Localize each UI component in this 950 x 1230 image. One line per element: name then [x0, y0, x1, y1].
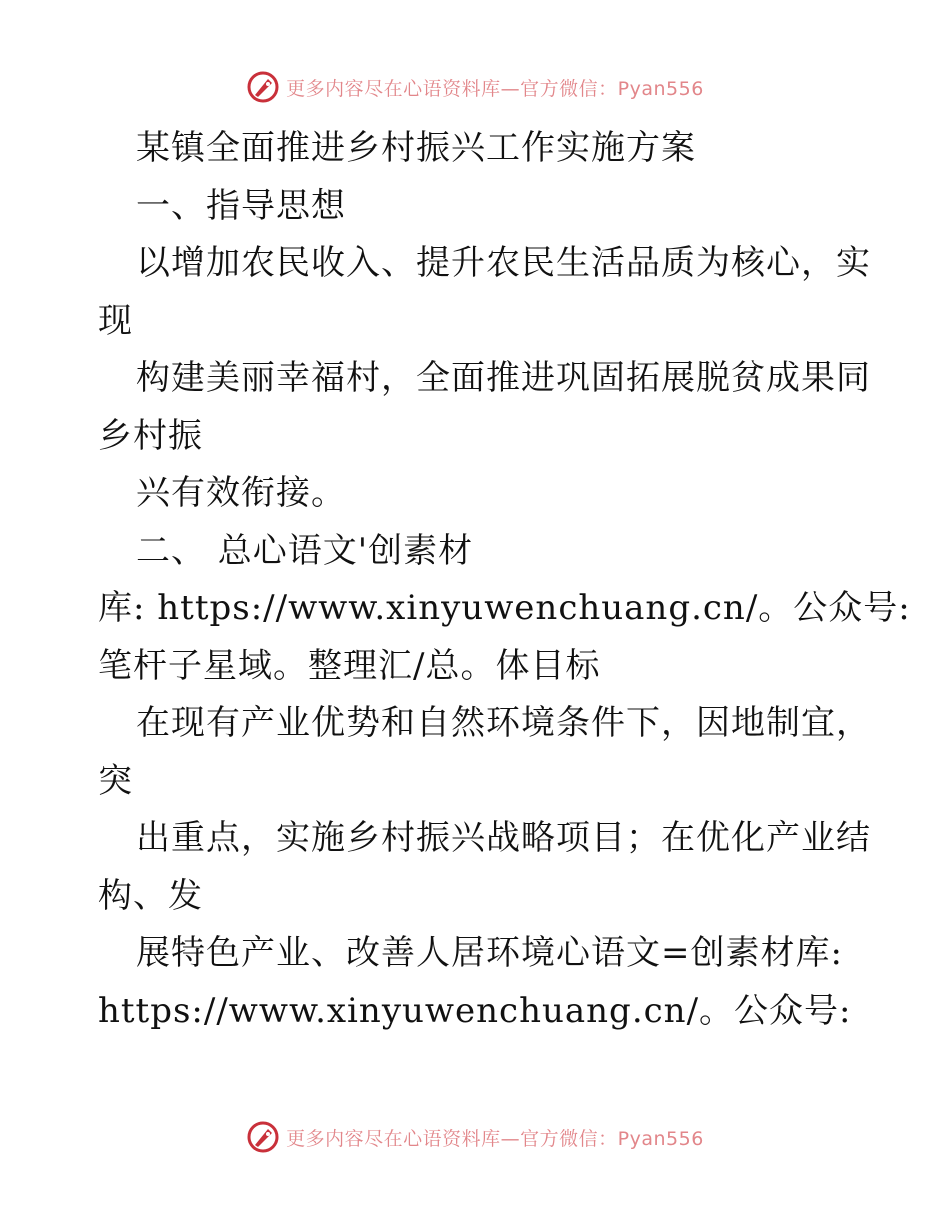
paragraph-line: 笔杆子星域。整理汇/总。体目标: [98, 645, 601, 686]
document-body: [98, 120, 911, 1040]
document-title: 某镇全面推进乡村振兴工作实施方案: [136, 128, 696, 168]
section-heading-guiding-ideology: 一、指导思想: [136, 185, 346, 226]
paragraph-line: 乡村振: [98, 415, 203, 456]
paragraph-line: 构建美丽幸福村，全面推进巩固拓展脱贫成果同: [136, 358, 871, 398]
paragraph-line: 构、发: [98, 875, 203, 916]
footer-banner-text: 更多内容尽在心语资料库—官方微信：Pyan556: [286, 1127, 704, 1150]
pen-nib-logo-icon: [246, 1120, 280, 1154]
section-heading-overall-goal: 二、 总心语文'创素材: [136, 530, 474, 571]
paragraph-line: 库: https://www.xinyuwenchuang.cn/。公众号:: [98, 588, 911, 628]
paragraph-line: 突: [98, 760, 133, 801]
paragraph-line: 在现有产业优势和自然环境条件下，因地制宜，: [136, 703, 871, 743]
header-banner-text: 更多内容尽在心语资料库—官方微信：Pyan556: [286, 77, 704, 100]
header-banner: [0, 70, 950, 104]
paragraph-line: 展特色产业、改善人居环境心语文=创素材库:: [136, 933, 843, 973]
paragraph-line: https://www.xinyuwenchuang.cn/。公众号:: [98, 990, 852, 1031]
paragraph-line: 以增加农民收入、提升农民生活品质为核心，实: [136, 243, 871, 283]
paragraph-line: 出重点，实施乡村振兴战略项目；在优化产业结: [136, 818, 871, 858]
footer-banner: [0, 1120, 950, 1154]
paragraph-line: 现: [98, 300, 133, 341]
paragraph-line: 兴有效衔接。: [136, 473, 346, 513]
pen-nib-logo-icon: [246, 70, 280, 104]
